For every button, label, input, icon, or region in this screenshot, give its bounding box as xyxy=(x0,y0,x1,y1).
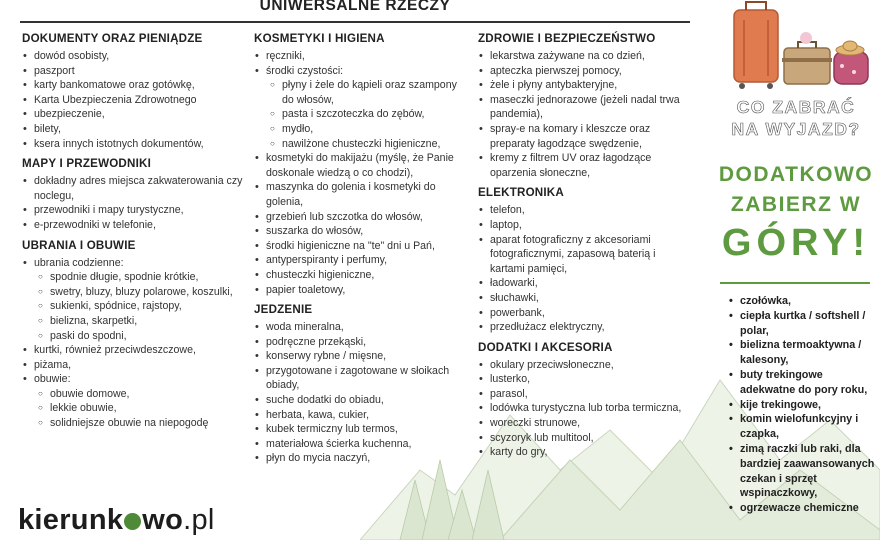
section-heading-elektronika: ELEKTRONIKA xyxy=(478,186,564,200)
list-item-text: scyzoryk lub multitool, xyxy=(490,431,594,444)
column-3 xyxy=(478,28,690,466)
extras-item: • czołówka, xyxy=(740,294,878,309)
logo-text-part1: kierunk xyxy=(18,504,124,536)
list-item xyxy=(490,320,690,335)
logo xyxy=(18,504,215,537)
list-item xyxy=(266,64,466,152)
sidebar-subheading xyxy=(712,160,880,220)
list-item-text: obuwie: xyxy=(34,373,71,386)
section-list xyxy=(22,174,244,232)
sub-list-item: ○ mydło, xyxy=(282,122,466,137)
section-heading-zdrowie-i-bezpieczenstwo: ZDROWIE I BEZPIECZEŃSTWO xyxy=(478,32,656,45)
section-list xyxy=(478,358,690,460)
logo-text-part2: wo xyxy=(142,504,184,536)
list-item xyxy=(266,393,466,408)
list-item xyxy=(34,137,244,152)
list-item-text: chusteczki higieniczne, xyxy=(266,268,375,281)
column-1 xyxy=(22,28,244,437)
list-item xyxy=(34,174,244,203)
list-item xyxy=(490,151,690,180)
extras-item: • zimą raczki lub raki, dla bardziej zaawansowanych czekan i sprzęt wspinaczkowy, xyxy=(740,442,878,501)
list-item-text: antyperspiranty i perfumy, xyxy=(266,254,388,267)
section-heading-dokumenty-oraz-pieniadze: DOKUMENTY ORAZ PIENIĄDZE xyxy=(22,32,203,45)
list-item-text: spray-e na komary i kleszcze oraz preparaty łagodzące swędzenie, xyxy=(490,122,651,150)
section-heading-dodatki-i-akcesoria: DODATKI I AKCESORIA xyxy=(478,340,613,354)
list-item-text: suszarka do włosów, xyxy=(266,225,364,238)
sub-list-item: ○ swetry, bluzy, bluzy polarowe, koszulki, xyxy=(50,285,244,300)
list-item xyxy=(266,320,466,335)
list-item-text: środki czystości: xyxy=(266,64,344,77)
list-item-text: przedłużacz elektryczny, xyxy=(490,321,605,334)
list-item xyxy=(34,343,244,358)
list-item xyxy=(34,78,244,93)
list-item-text: woda mineralna, xyxy=(266,321,344,334)
list-item xyxy=(266,151,466,180)
section-heading-jedzenie: JEDZENIE xyxy=(254,303,313,317)
list-item xyxy=(266,253,466,268)
sub-list xyxy=(266,78,466,151)
list-item xyxy=(490,445,690,460)
sub-list-item: ○ paski do spodni, xyxy=(50,329,244,344)
extras-bullet-list xyxy=(726,294,878,516)
list-item-text: lodówka turystyczna lub torba termiczna, xyxy=(490,402,682,415)
list-item-text: karty do gry, xyxy=(490,446,548,459)
section-list xyxy=(254,320,466,466)
list-item-text: ręczniki, xyxy=(266,50,305,62)
list-item xyxy=(490,276,690,291)
list-item xyxy=(490,306,690,321)
extras-item: • bielizna termoaktywna / kalesony, xyxy=(740,338,878,368)
list-item xyxy=(490,431,690,446)
list-item xyxy=(34,93,244,108)
extras-item: • kije trekingowe, xyxy=(740,398,878,413)
list-item xyxy=(34,64,244,79)
list-item-text: słuchawki, xyxy=(490,291,539,304)
list-item xyxy=(266,451,466,466)
list-item xyxy=(490,358,690,373)
sub-list-item: ○ bielizna, skarpetki, xyxy=(50,314,244,329)
list-item xyxy=(490,93,690,122)
section-list xyxy=(22,256,244,431)
page-title: UNIWERSALNE RZECZY xyxy=(259,0,451,14)
list-item xyxy=(266,49,466,64)
list-item xyxy=(490,401,690,416)
luggage-icon xyxy=(722,0,872,92)
list-item-text: materiałowa ścierka kuchenna, xyxy=(266,437,412,450)
section-heading-mapy-i-przewodniki: MAPY I PRZEWODNIKI xyxy=(22,157,151,171)
list-item xyxy=(266,283,466,298)
list-item-text: płyn do mycia naczyń, xyxy=(266,452,371,465)
list-item-text: kosmetyki do makijażu (myślę, że Panie doskonale wiedzą o co chodzi), xyxy=(266,152,454,179)
sidebar-panel xyxy=(712,0,880,540)
list-item-text: ubrania codzienne: xyxy=(34,256,124,269)
list-item-text: ubezpieczenie, xyxy=(34,108,105,121)
list-item xyxy=(490,78,690,93)
sub-list-item: ○ obuwie domowe, xyxy=(50,387,244,402)
list-item-text: grzebień lub szczotka do włosów, xyxy=(266,210,423,223)
column-2 xyxy=(254,28,466,472)
list-item xyxy=(266,408,466,423)
list-item-text: e-przewodniki w telefonie, xyxy=(34,218,156,231)
list-item xyxy=(266,422,466,437)
list-item-text: herbata, kawa, cukier, xyxy=(266,408,370,421)
sub-list-item: ○ pasta i szczoteczka do zębów, xyxy=(282,107,466,122)
section-list xyxy=(22,49,244,151)
list-item-text: kurtki, również przeciwdeszczowe, xyxy=(34,344,196,357)
list-item-text: żele i płyny antybakteryjne, xyxy=(490,79,618,92)
sidebar-big-word: GÓRY! xyxy=(721,222,871,264)
list-item xyxy=(34,358,244,373)
list-item-text: telefon, xyxy=(490,204,525,217)
sidebar-green-line2: ZABIERZ W xyxy=(730,193,862,216)
list-item-text: maszynka do golenia i kosmetyki do golenia, xyxy=(266,181,436,208)
section-list xyxy=(478,49,690,180)
extras-item: • buty trekingowe adekwatne do pory roku, xyxy=(740,368,878,398)
extras-item: • ciepła kurtka / softshell / polar, xyxy=(740,309,878,339)
list-item xyxy=(490,49,690,64)
sub-list xyxy=(34,270,244,343)
list-item-text: aparat fotograficzny z akcesoriami fotograficznymi, zapasową baterią i kartami pamięci, xyxy=(490,233,656,275)
list-item xyxy=(266,224,466,239)
list-item-text: laptop, xyxy=(490,218,522,231)
list-item xyxy=(34,122,244,137)
list-item-text: podręczne przekąski, xyxy=(266,335,367,348)
list-item xyxy=(34,256,244,344)
list-item-text: przygotowane i zagotowane w słoikach obiady, xyxy=(266,364,450,392)
list-item xyxy=(490,64,690,79)
list-item-text: lusterko, xyxy=(490,373,531,386)
list-item-text: okulary przeciwsłoneczne, xyxy=(490,358,614,371)
leaf-icon xyxy=(124,513,141,530)
list-item xyxy=(34,203,244,218)
list-item-text: paszport xyxy=(34,64,75,77)
list-item-text: powerbank, xyxy=(490,306,545,319)
list-item xyxy=(266,180,466,209)
list-item-text: dowód osobisty, xyxy=(34,50,110,62)
sidebar-heading xyxy=(712,96,880,140)
list-item xyxy=(266,210,466,225)
sidebar-heading-line2: NA WYJAZD? xyxy=(731,119,861,139)
list-item-text: apteczka pierwszej pomocy, xyxy=(490,64,622,77)
list-item xyxy=(266,437,466,452)
sub-list-item: ○ płyny i żele do kąpieli oraz szampony do włosów, xyxy=(282,78,466,107)
logo-text-domain: .pl xyxy=(183,504,215,536)
sub-list-item: ○ sukienki, spódnice, rajstopy, xyxy=(50,299,244,314)
list-item-text: karty bankomatowe oraz gotówkę, xyxy=(34,79,195,92)
list-item-text: maseczki jednorazowe (jeżeli nadal trwa pandemia), xyxy=(490,93,680,121)
section-heading-ubrania-i-obuwie: UBRANIA I OBUWIE xyxy=(22,238,136,252)
list-item xyxy=(490,291,690,306)
extras-item: • komin wielofunkcyjny i czapka, xyxy=(740,412,878,442)
list-item xyxy=(490,122,690,151)
list-item xyxy=(266,335,466,350)
list-item xyxy=(266,349,466,364)
list-item-text: suche dodatki do obiadu, xyxy=(266,394,384,407)
list-item xyxy=(34,372,244,430)
list-item-text: woreczki strunowe, xyxy=(490,417,581,430)
extras-item: • ogrzewacze chemiczne xyxy=(740,501,878,516)
sidebar-green-line1: DODATKOWO xyxy=(718,163,874,186)
section-list xyxy=(254,49,466,297)
list-item-text: kubek termiczny lub termos, xyxy=(266,423,398,436)
title-divider xyxy=(20,21,690,23)
list-item xyxy=(266,239,466,254)
sidebar-heading-line1: CO ZABRAĆ xyxy=(736,97,856,117)
section-list xyxy=(478,203,690,334)
list-item-text: bilety, xyxy=(34,122,61,135)
list-item-text: przewodniki i mapy turystyczne, xyxy=(34,204,184,217)
list-item-text: lekarstwa zażywane na co dzień, xyxy=(490,50,645,62)
list-item-text: piżama, xyxy=(34,358,72,371)
list-item xyxy=(266,364,466,393)
list-item xyxy=(490,203,690,218)
list-item-text: dokładny adres miejsca zakwaterowania czy noclegu, xyxy=(34,175,243,202)
list-item-text: kremy z filtrem UV oraz łagodzące oparzenia słoneczne, xyxy=(490,152,652,179)
list-item-text: parasol, xyxy=(490,387,528,400)
sub-list-item: ○ solidniejsze obuwie na niepogodę xyxy=(50,416,244,431)
section-heading-kosmetyki-i-higiena: KOSMETYKI I HIGIENA xyxy=(254,32,385,45)
mountain-extras-list xyxy=(726,294,878,522)
list-item xyxy=(490,416,690,431)
list-item xyxy=(34,49,244,64)
list-item xyxy=(490,233,690,277)
sidebar-divider xyxy=(720,282,870,284)
list-item xyxy=(34,218,244,233)
list-item xyxy=(34,107,244,122)
list-item xyxy=(266,268,466,283)
sub-list-item: ○ lekkie obuwie, xyxy=(50,401,244,416)
list-item-text: ładowarki, xyxy=(490,277,538,290)
list-item xyxy=(490,387,690,402)
sub-list-item: ○ nawilżone chusteczki higieniczne, xyxy=(282,137,466,152)
sub-list xyxy=(34,387,244,431)
list-item-text: środki higieniczne na "te" dni u Pań, xyxy=(266,239,435,252)
list-item xyxy=(490,218,690,233)
list-item-text: papier toaletowy, xyxy=(266,283,346,296)
sub-list-item: ○ spodnie długie, spodnie krótkie, xyxy=(50,270,244,285)
list-item xyxy=(490,372,690,387)
list-item-text: ksera innych istotnych dokumentów, xyxy=(34,137,204,150)
list-item-text: Karta Ubezpieczenia Zdrowotnego xyxy=(34,93,197,106)
list-item-text: konserwy rybne / mięsne, xyxy=(266,350,387,363)
